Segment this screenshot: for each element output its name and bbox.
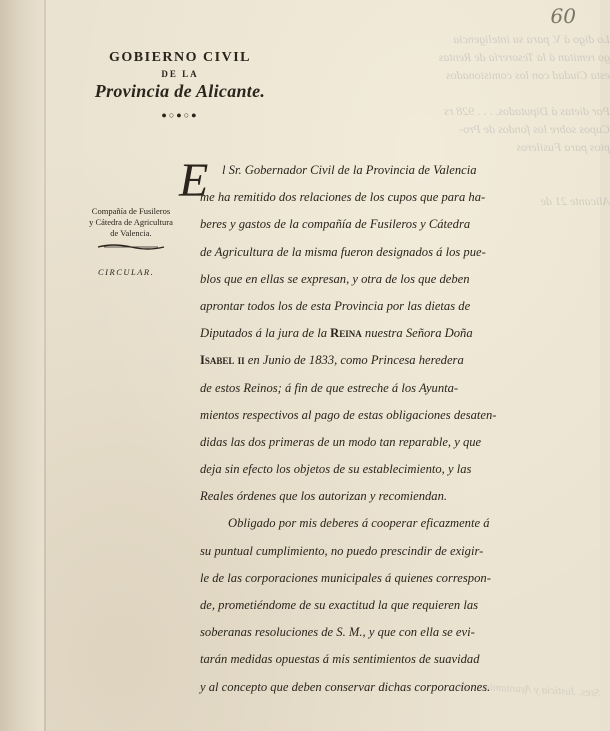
body-line: aprontar todos los de esta Provincia por las dietas de (200, 298, 471, 313)
body-line-text: nuestra Señora Doña (361, 326, 473, 341)
ornament-icon: ●○●○● (161, 110, 199, 120)
isabel-name: Isabel ii (200, 353, 245, 368)
body-line: didas las dos primeras de un modo tan reparable, y que (200, 434, 482, 449)
letterhead-connector: DE LA (161, 69, 199, 79)
bleed-line: Alicante 21 de (540, 194, 610, 208)
circular-label: CIRCULAR. (98, 267, 155, 277)
bleed-line: go remitan á la Tesorería de Rentas (438, 50, 610, 64)
letterhead-province: Provincia de Alicante. (94, 81, 266, 101)
bleed-line: esta Ciudad con los comisionados (446, 68, 610, 82)
folio-number: 60 (550, 4, 576, 28)
reina-word: Reina (330, 326, 362, 341)
page-fold (44, 0, 46, 731)
body-line: mientos respectivos al pago de estas obligaciones desaten- (200, 407, 497, 422)
bleed-line: pios para Fusileros (516, 140, 610, 154)
letterhead-title: GOBIERNO CIVIL (109, 50, 251, 65)
body-line: deja sin efecto los objetos de su establecimiento, y las (200, 462, 472, 477)
letterhead (80, 50, 280, 120)
margin-note-line: y Cátedra de Agricultura (89, 217, 173, 227)
flourish-rule-icon (96, 242, 166, 252)
body-line: le de las corporaciones municipales á quienes correspon- (200, 570, 491, 585)
bleed-line: Por dietas á Diputados. . . . 928 rs (443, 104, 610, 118)
body-line: de, prometiéndome de su exactitud la que requieren las (200, 598, 479, 612)
body-line (200, 347, 586, 374)
letter-body (179, 154, 586, 701)
margin-note-line: de Valencia. (110, 228, 152, 238)
margin-note (76, 206, 186, 252)
page-left-edge (0, 0, 44, 731)
body-line: blos que en ellas se expresan, y otra de los que deben (200, 271, 470, 286)
body-line: su puntual cumplimiento, no puedo prescindir de exigir- (200, 543, 484, 558)
bleed-through-bottom: Sres. Justicia y Ayuntamiento de (457, 679, 601, 700)
bleed-line: Lo digo á V. para su inteligencia (453, 32, 610, 46)
body-line: l Sr. Gobernador Civil de la Provincia de Valencia (222, 163, 477, 177)
body-line: beres y gastos de la compañía de Fusileros y Cátedra (200, 217, 471, 232)
bleed-line: Cupos sobre los fondos de Pro- (459, 122, 610, 136)
body-line: y al concepto que deben conservar dichas corporaciones. (200, 679, 491, 694)
bleed-line (400, 84, 610, 102)
body-line: Reales órdenes que los autorizan y recomiendan. (200, 489, 448, 504)
body-line: soberanas resoluciones de S. M., y que con ella se evi- (200, 625, 475, 640)
body-line (200, 320, 586, 347)
body-line-text: en Junio de 1833, como Princesa heredera (244, 353, 464, 368)
body-line: Obligado por mis deberes á cooperar eficazmente á (228, 516, 490, 531)
margin-note-line: Compañía de Fusileros (91, 206, 171, 216)
drop-cap: E (179, 154, 209, 207)
body-line: tarán medidas opuestas á mis sentimientos de suavidad (200, 652, 480, 667)
body-line: de estos Reinos; á fin de que estreche á los Ayunta- (200, 380, 459, 395)
body-line: de Agricultura de la misma fueron designados á los pue- (200, 244, 486, 259)
body-line-text: Diputados á la jura de la (200, 326, 331, 341)
body-line: me ha remitido dos relaciones de los cupos que para ha- (200, 190, 486, 205)
